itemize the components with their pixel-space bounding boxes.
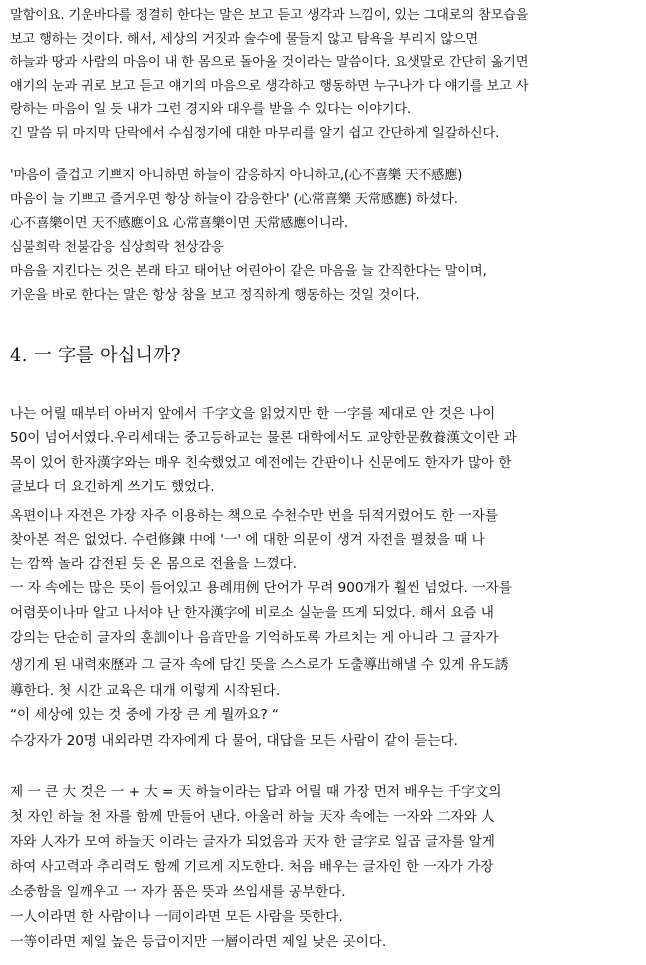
quote-line: 기운을 바로 한다는 말은 항상 참을 보고 정직하게 행동하는 것일 것이다. <box>10 288 420 303</box>
body-line: 導한다. 첫 시간 교육은 대개 이렇게 시작된다. <box>10 683 281 699</box>
quote-line: 心不喜樂이면 天不感應이요 心常喜樂이면 天常感應이니라. <box>10 216 349 231</box>
body-line: 一等이라면 제일 높은 등급이지만 一層이라면 제일 낮은 곳이다. <box>10 934 387 950</box>
quote-line: 심불희락 천불감응 심상희락 천상감응 <box>10 240 224 255</box>
text-line: 말함이요. 기운바다를 정결히 한다는 말은 보고 듣고 생각과 느낌이, 있는 그대로의 참모습을 <box>10 8 529 23</box>
text-line: 얘기의 눈과 귀로 보고 듣고 얘기의 마음으로 생각하고 행동하면 누구나가 다 얘기를 보고 사 <box>10 79 529 94</box>
body-line: 생기게 된 내력來歷과 그 글자 속에 담긴 뜻을 스스로가 도출導出해낼 수 있게 유도誘 <box>10 657 509 673</box>
body-line: 제 一 큰 大 것은 一 + 大 = 天 하늘이라는 답과 어릴 때 가장 먼저 배우는 千字文의 <box>10 784 502 800</box>
quote-line: '마음이 즐겁고 기쁘지 아니하면 하늘이 감응하지 아니하고,(心不喜樂 天不感應) <box>10 168 463 183</box>
text-line: 랑하는 마음이 일 듯 내가 그런 경지와 대우를 받을 수 있다는 이야기다. <box>10 102 411 117</box>
body-line: 一 자 속에는 많은 뜻이 들어있고 용례用例 단어가 무려 900개가 훨씬 넘었다. 一자를 <box>10 580 512 596</box>
body-line: 어렴풋이나마 알고 나서야 난 한자漢字에 비로소 실눈을 뜨게 되었다. 해서 요즘 내 <box>10 605 494 621</box>
text-line: 보고 행하는 것이다. 해서, 세상의 거짓과 술수에 물들지 않고 탐욕을 부리지 않으면 <box>10 32 478 47</box>
body-line: 수강자가 20명 내외라면 각자에게 다 물어, 대답을 모든 사람이 같이 듣는다. <box>10 733 458 749</box>
body-line: 一人이라면 한 사람이나 一同이라면 모든 사람을 뜻한다. <box>10 909 343 925</box>
body-line: 찾아본 적은 없었다. 수련修鍊 中에 '一' 에 대한 의문이 생겨 자전을 펼쳤을 때 나 <box>10 532 485 548</box>
body-line: 나는 어릴 때부터 아버지 앞에서 千字文을 읽었지만 한 一字를 제대로 안 것은 나이 <box>10 406 496 422</box>
quote-line: 마음이 늘 기쁘고 즐거우면 항상 하늘이 감응한다' (心常喜樂 天常感應) 하셨다. <box>10 192 458 207</box>
body-line: “이 세상에 있는 것 중에 가장 큰 게 뭘까요? “ <box>10 707 279 723</box>
body-line: 하여 사고력과 추리력도 함께 기르게 지도한다. 처음 배우는 글자인 한 一자가 가장 <box>10 859 494 875</box>
body-line: 목이 있어 한자漢字와는 매우 친숙했었고 예전에는 간판이나 신문에도 한자가 많아 한 <box>10 455 512 471</box>
text-line: 긴 말씀 뒤 마지막 단락에서 수심정기에 대한 마무리를 알기 쉽고 간단하게 일갈하신다. <box>10 126 500 141</box>
body-line: 자와 人자가 모여 하늘天 이라는 글자가 되었음과 天자 한 글字로 일곱 글자를 알게 <box>10 834 495 850</box>
body-line: 글보다 더 요긴하게 쓰기도 했었다. <box>10 479 215 495</box>
text-line: 하늘과 땅과 사람의 마음이 내 한 몸으로 돌아올 것이라는 말씀이다. 요샛말로 간단히 옮기면 <box>10 55 529 70</box>
section-heading: 4. 一 字를 아십니까? <box>10 345 181 366</box>
quote-line: 마음을 지킨다는 것은 본래 타고 태어난 어린아이 같은 마음을 늘 간직한다는 말이며, <box>10 264 487 279</box>
body-line: 소중함을 일깨우고 一 자가 품은 뜻과 쓰임새를 공부한다. <box>10 884 346 900</box>
body-line: 는 깜짝 놀라 감전된 듯 온 몸으로 전율을 느꼈다. <box>10 556 297 572</box>
body-line: 첫 자인 하늘 천 자를 함께 만들어 낸다. 아울러 하늘 天자 속에는 一자와 二자와 人 <box>10 809 495 825</box>
body-line: 옥편이나 자전은 가장 자주 이용하는 책으로 수천수만 번을 뒤적거렸어도 한 一자를 <box>10 508 498 524</box>
body-line: 강의는 단순히 글자의 훈訓이나 음音만을 기억하도록 가르치는 게 아니라 그 글자가 <box>10 630 499 646</box>
body-line: 50이 넘어서였다.우리세대는 중고등하교는 물론 대학에서도 교양한문敎養漢文이란 과 <box>10 430 517 446</box>
